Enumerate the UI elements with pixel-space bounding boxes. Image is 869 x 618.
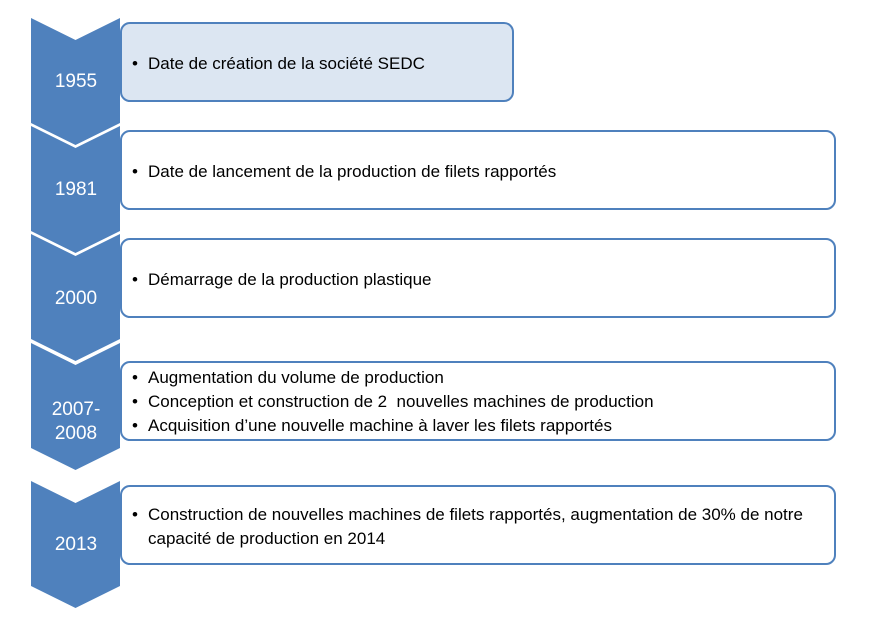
timeline-item: • Augmentation du volume de production [132,366,824,390]
year-label-1955: 1955 [54,71,98,92]
timeline-item: • Démarrage de la production plastique [132,268,824,292]
year-label-1981: 1981 [54,179,98,200]
timeline-box-1981 [120,130,836,210]
timeline-list [132,503,824,551]
timeline-list [132,268,824,292]
timeline-item: • Conception et construction de 2 nouvelles machines de production [132,390,824,414]
timeline-item: • Acquisition d’une nouvelle machine à laver les filets rapportés [132,414,824,438]
timeline-list [132,160,824,184]
timeline-item: • Date de lancement de la production de filets rapportés [132,160,824,184]
year-label-2007-2008: 2007- 2008 [51,399,101,444]
year-label-2013: 2013 [54,534,98,555]
year-label-2000: 2000 [54,288,98,309]
timeline-box-2000 [120,238,836,318]
timeline-box-1955 [120,22,514,102]
timeline-box-2013 [120,485,836,565]
timeline-list [132,366,824,438]
timeline-item: • Date de création de la société SEDC [132,52,502,76]
timeline-list [132,52,502,76]
timeline-box-2007-2008 [120,361,836,441]
timeline-item: • Construction de nouvelles machines de filets rapportés, augmentation de 30% de notre capacité de production en 2014 [132,503,824,551]
